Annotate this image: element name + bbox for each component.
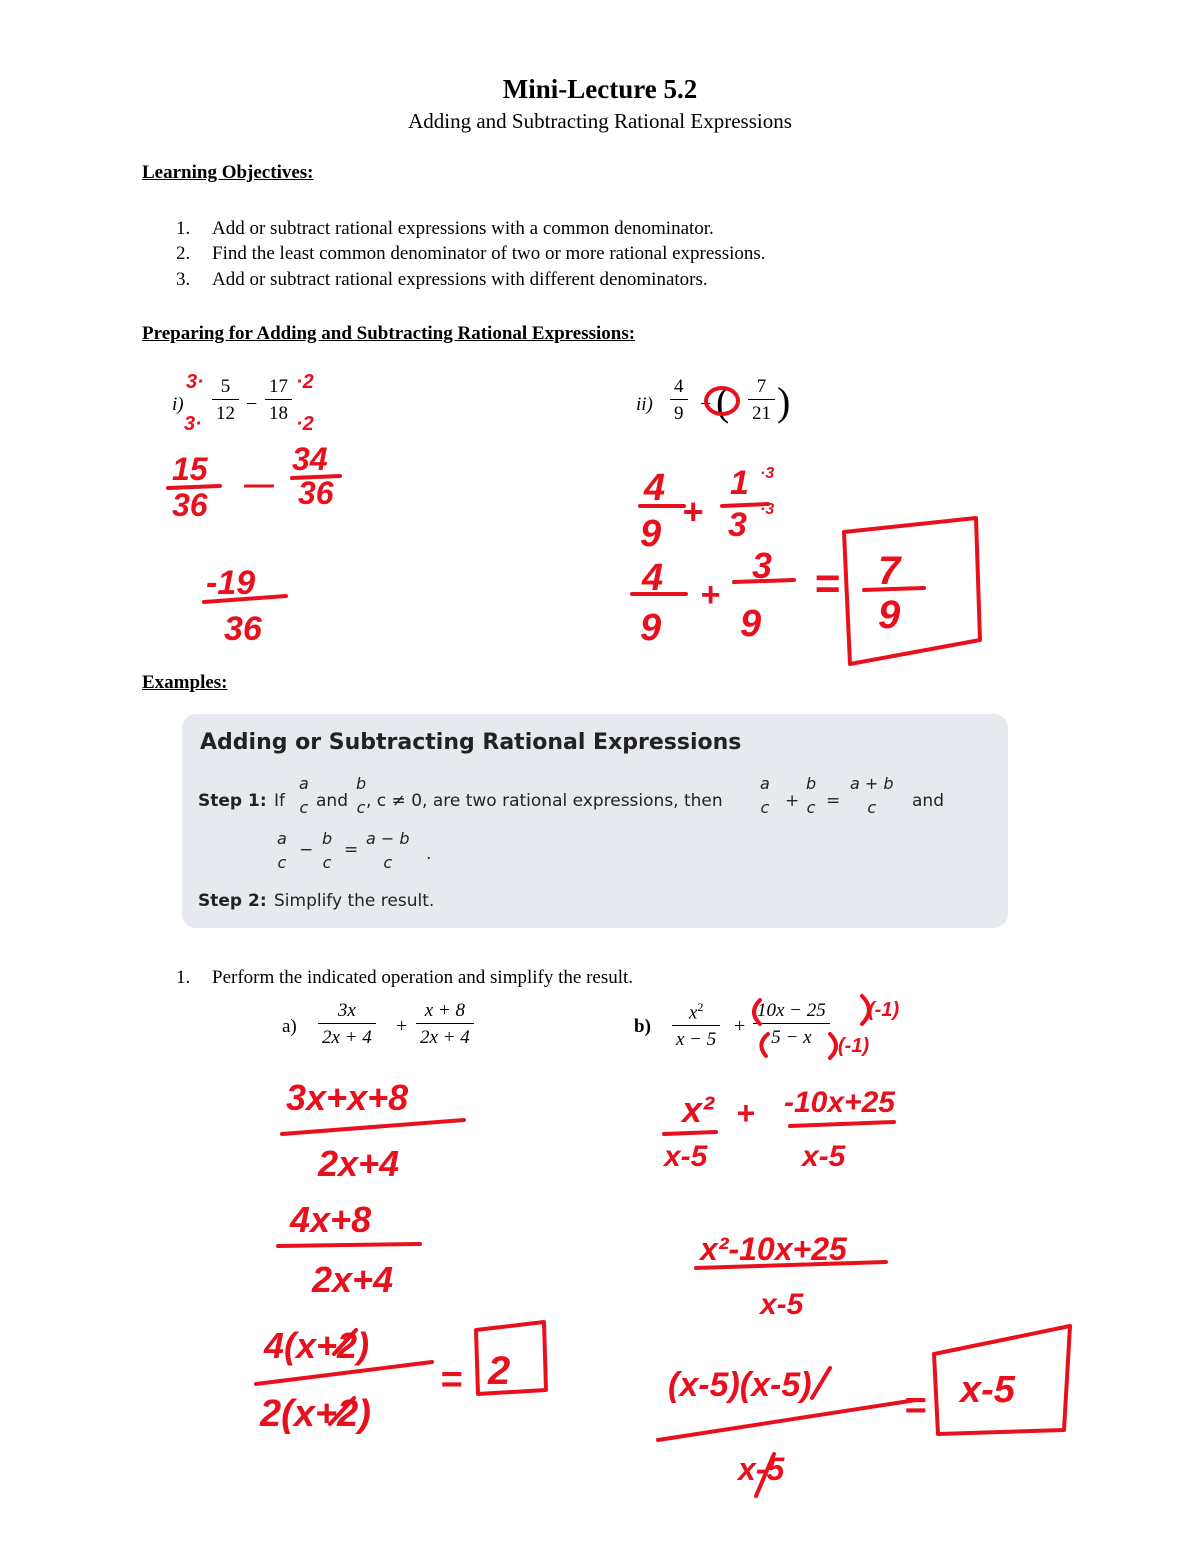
ink-i-num1: 15 — [172, 451, 208, 487]
box-period: . — [426, 844, 432, 864]
objective-number: 3. — [176, 269, 191, 290]
ink-ii-op1: + — [682, 491, 704, 532]
step-1-if: If — [274, 791, 285, 811]
ink-i-result-den: 36 — [224, 610, 262, 648]
page-subtitle: Adding and Subtracting Rational Expressions — [408, 109, 792, 133]
box-frac-b-over-c: b c — [356, 774, 367, 817]
ink-ii-answer-den: 9 — [878, 593, 901, 637]
box-frac-b-over-c-3: b c — [322, 829, 333, 872]
ink-neg1-bottom: (-1) — [838, 1035, 870, 1057]
ink-a-step1-den: 2x+4 — [318, 1143, 400, 1184]
ink-b-step1-den2: x-5 — [802, 1140, 846, 1173]
ink-mult-2-bottom: ·2 — [296, 413, 314, 435]
ink-a-step3-num: 4(x+2) — [264, 1325, 370, 1366]
ink-b-step1-num2: -10x+25 — [784, 1086, 895, 1119]
ink-b-eq: = — [904, 1385, 927, 1427]
problem-a-fraction-1: 3x 2x + 4 — [318, 1001, 376, 1047]
prep-ii-label: ii) — [636, 394, 653, 415]
box-frac-a-plus-b: a + b c — [850, 774, 894, 817]
step-2-text: Simplify the result. — [274, 891, 435, 911]
objective-text: Find the least common denominator of two or more rational expressions. — [212, 243, 766, 264]
ink-ii-answer-num: 7 — [878, 549, 901, 593]
box-frac-a-minus-b: a − b c — [366, 829, 410, 872]
ink-i-result-num: -19 — [206, 564, 256, 602]
box-minus: − — [299, 840, 314, 860]
ink-b-step3-num: (x-5)(x-5) — [668, 1366, 812, 1404]
ink-ii2-den1: 9 — [640, 607, 662, 649]
prep-i-fraction-2: 17 18 — [265, 377, 292, 423]
ink-a-step2-den: 2x+4 — [312, 1259, 394, 1300]
ink-mult-3-top: 3· — [186, 371, 204, 393]
ink-mult-3-bottom: 3· — [184, 413, 202, 435]
box-equals: = — [826, 791, 841, 811]
problem-a-operator: + — [396, 1015, 408, 1037]
ink-neg1-top: (-1) — [868, 999, 900, 1021]
ink-ii-den1: 9 — [640, 513, 662, 555]
prep-ii-fraction-1: 4 9 — [670, 377, 688, 423]
problem-a-fraction-2: x + 8 2x + 4 — [416, 1001, 474, 1047]
ink-ii-eq: = — [814, 559, 840, 608]
box-and: and — [316, 791, 348, 811]
ink-ii2-op: + — [700, 576, 720, 614]
definition-box-title: Adding or Subtracting Rational Expressions — [200, 730, 742, 755]
step-1-label: Step 1: — [198, 791, 267, 811]
ink-b-step1-num1: x² — [682, 1089, 715, 1130]
box-plus: + — [785, 791, 800, 811]
ink-ii2-num2: 3 — [752, 545, 773, 586]
preparing-heading: Preparing for Adding and Subtracting Rational Expressions: — [142, 323, 636, 344]
objective-number: 2. — [176, 243, 191, 264]
box-and-2: and — [912, 791, 944, 811]
prep-ii-paren-right: ) — [777, 379, 791, 424]
problem-b-fraction-1: $x^2$ x − 5 — [672, 1001, 720, 1049]
ink-b-step2-num: x²-10x+25 — [700, 1231, 847, 1267]
ink-b-step1-op: + — [736, 1095, 755, 1131]
ink-i-op: — — [244, 468, 274, 501]
ink-ii-mult-top: ·3 — [760, 465, 775, 482]
ink-ii-den2: 3 — [728, 506, 747, 544]
page-title: Mini-Lecture 5.2 — [502, 74, 698, 104]
prep-i-operator: − — [246, 393, 258, 415]
step-2-label: Step 2: — [198, 891, 267, 911]
ink-ii-num1: 4 — [644, 467, 666, 509]
examples-heading: Examples: — [142, 672, 228, 693]
ink-b-step2-den: x-5 — [760, 1288, 804, 1321]
box-equals-2: = — [344, 840, 359, 860]
prep-i-label: i) — [172, 394, 184, 415]
box-frac-a-over-c-2: a c — [760, 774, 770, 817]
prep-ii-paren-left: ( — [716, 379, 730, 424]
box-frac-a-over-c-3: a c — [277, 829, 287, 872]
objective-text: Add or subtract rational expressions with a common denominator. — [212, 218, 714, 239]
ink-i-num2: 34 — [292, 441, 328, 477]
ink-a-eq: = — [440, 1359, 463, 1401]
box-frac-a-over-c: a c — [299, 774, 309, 817]
ink-ii2-num1: 4 — [642, 557, 664, 599]
ink-ii2-den2: 9 — [740, 603, 762, 645]
objectives-heading: Learning Objectives: — [142, 162, 314, 183]
prep-i-fraction-1: 5 12 — [212, 377, 239, 423]
ink-a-answer: 2 — [488, 1349, 511, 1393]
ink-i-den2: 36 — [298, 475, 334, 511]
ink-b-step3-den: x-5 — [738, 1451, 785, 1487]
problem-a-label: a) — [282, 1016, 297, 1037]
box-condition: , c ≠ 0, are two rational expressions, then — [366, 791, 723, 811]
problem-b-operator: + — [734, 1015, 746, 1037]
ink-ii-mult-bottom: ·3 — [760, 501, 775, 518]
ink-a-step2-num: 4x+8 — [290, 1199, 372, 1240]
objective-text: Add or subtract rational expressions with different denominators. — [212, 269, 708, 290]
box-frac-b-over-c-2: b c — [806, 774, 817, 817]
ink-ii-num2: 1 — [730, 464, 749, 502]
prep-ii-fraction-2: 7 21 — [748, 377, 775, 423]
ink-mult-2-top: ·2 — [296, 371, 314, 393]
problem-b-fraction-2: 10x − 25 5 − x — [753, 1001, 830, 1047]
ink-b-step1-den1: x-5 — [664, 1140, 708, 1173]
problem-text: Perform the indicated operation and simplify the result. — [212, 967, 634, 988]
ink-a-step1-num: 3x+x+8 — [286, 1077, 409, 1118]
ink-i-den1: 36 — [172, 487, 208, 523]
problem-b-label: b) — [634, 1016, 651, 1037]
objective-number: 1. — [176, 218, 191, 239]
ink-a-step3-den: 2(x+2) — [260, 1393, 371, 1435]
problem-number: 1. — [176, 967, 191, 988]
prep-ii-operator: − — [700, 393, 712, 415]
ink-b-answer: x-5 — [960, 1369, 1015, 1411]
